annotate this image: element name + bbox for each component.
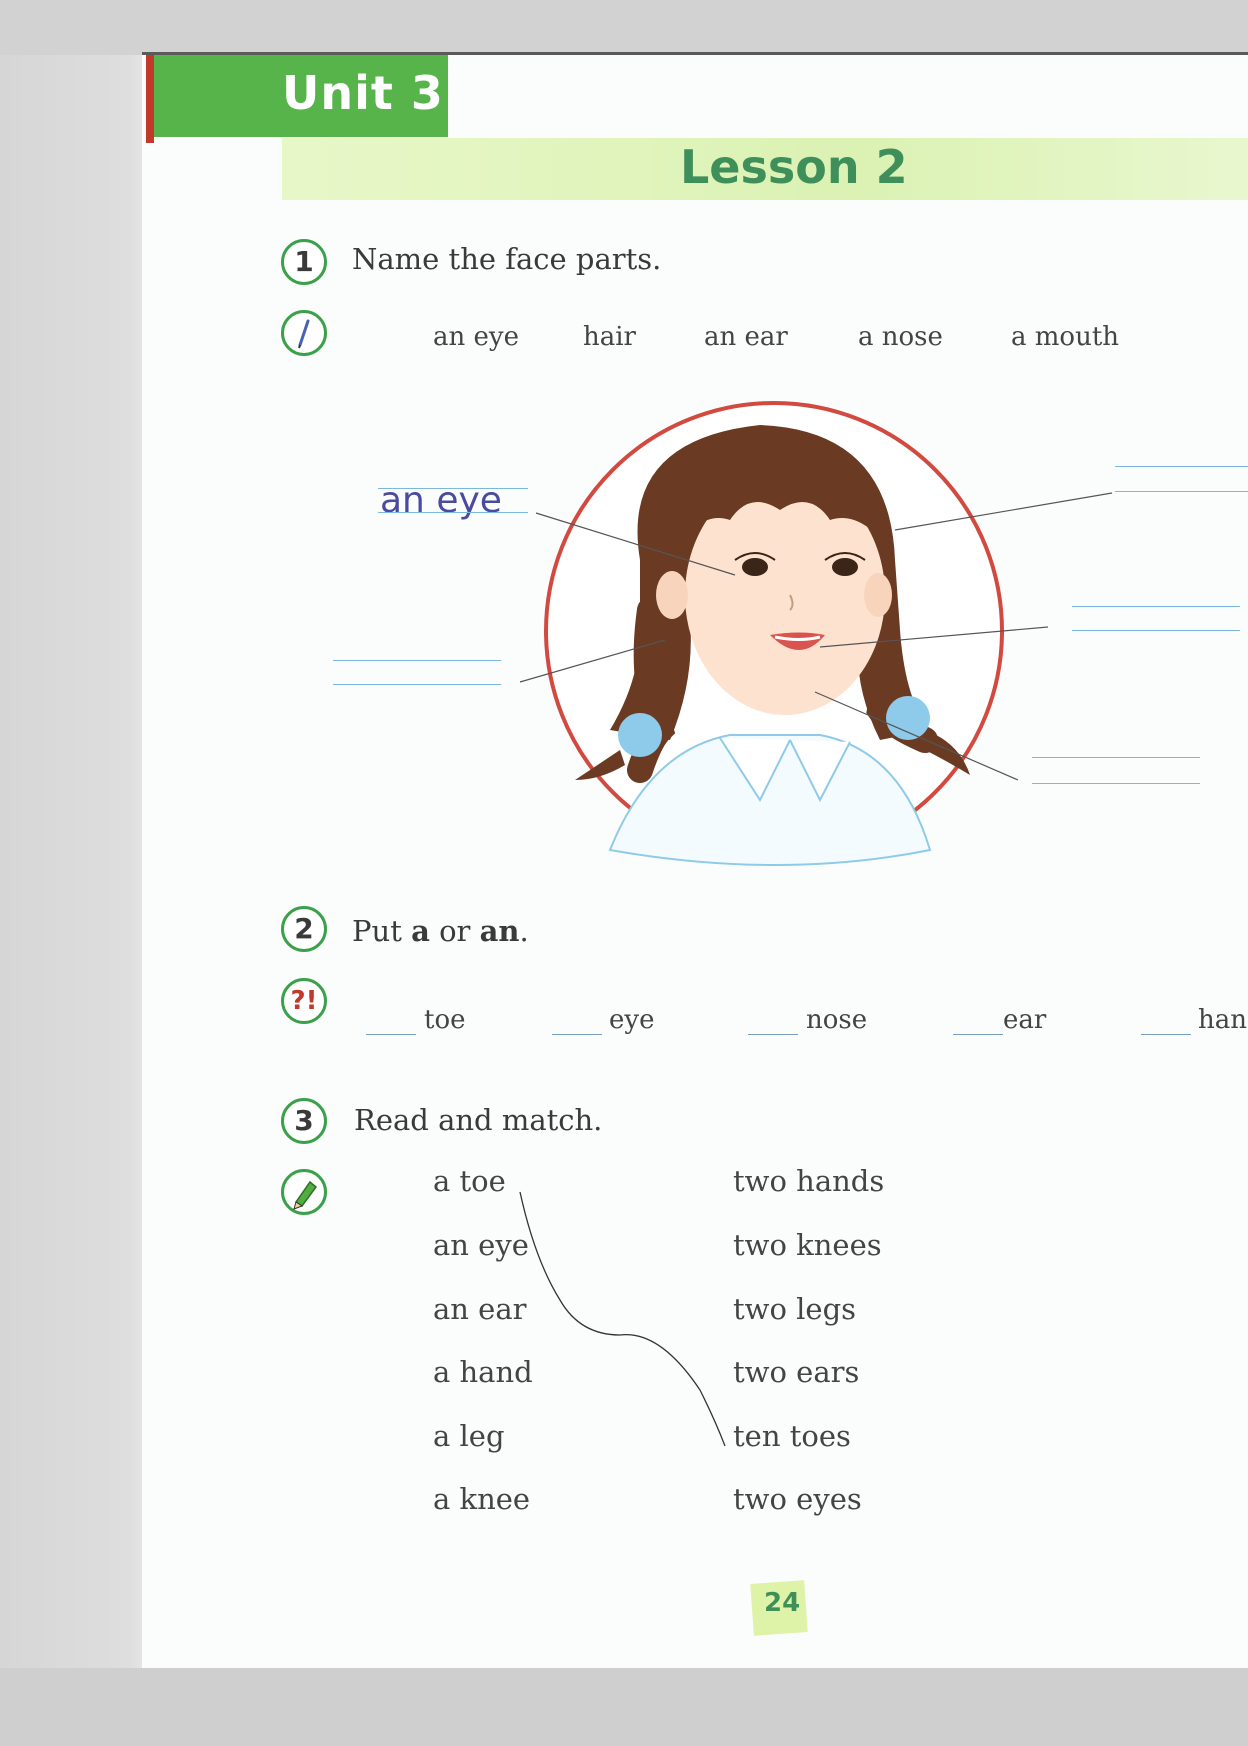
match-left-item[interactable]: a leg	[433, 1419, 505, 1453]
word-bank-item: a nose	[858, 322, 943, 352]
match-right-item[interactable]: ten toes	[733, 1419, 851, 1453]
answer-line[interactable]	[1032, 757, 1200, 758]
answer-line[interactable]	[1072, 630, 1240, 631]
blank-line[interactable]	[366, 1034, 416, 1035]
answer-line[interactable]	[1032, 783, 1200, 784]
question-exclamation-icon: ?!	[281, 978, 327, 1024]
match-right-item[interactable]: two hands	[733, 1164, 885, 1198]
word-bank-item: a mouth	[1011, 322, 1120, 352]
fill-item: ear	[1003, 1005, 1047, 1035]
match-left-item[interactable]: an eye	[433, 1228, 529, 1262]
match-right-item[interactable]: two ears	[733, 1355, 860, 1389]
word-bank-item: an eye	[433, 322, 519, 352]
match-left-item[interactable]: a knee	[433, 1482, 531, 1516]
exercise-3-number: 3	[281, 1098, 327, 1144]
match-left-item[interactable]: an ear	[433, 1292, 527, 1326]
match-right-item[interactable]: two knees	[733, 1228, 882, 1262]
answer-line[interactable]	[378, 488, 528, 489]
answer-line[interactable]	[1115, 491, 1248, 492]
scan-top-shadow	[0, 0, 1248, 55]
fill-item: han	[1198, 1005, 1247, 1035]
answer-line[interactable]	[333, 684, 501, 685]
exercise-1-number: 1	[281, 239, 327, 285]
match-left-item[interactable]: a toe	[433, 1164, 506, 1198]
blank-line[interactable]	[1141, 1034, 1191, 1035]
exercise-1-instruction: Name the face parts.	[352, 242, 662, 276]
answer-line[interactable]	[378, 512, 528, 513]
exercise-3-instruction: Read and match.	[354, 1103, 603, 1137]
fill-item: toe	[424, 1005, 466, 1035]
word-bank-item: an ear	[704, 322, 788, 352]
match-right-item[interactable]: two eyes	[733, 1482, 862, 1516]
blank-line[interactable]	[953, 1034, 1003, 1035]
page-number: 24	[764, 1588, 801, 1618]
lesson-title: Lesson 2	[680, 140, 908, 194]
match-left-item[interactable]: a hand	[433, 1355, 533, 1389]
handwritten-answer: an eye	[380, 480, 502, 521]
scan-bottom-shadow	[0, 1668, 1248, 1746]
answer-line[interactable]	[1072, 606, 1240, 607]
exercise-2-number: 2	[281, 906, 327, 952]
unit-title: Unit 3	[282, 66, 444, 120]
fill-item: eye	[609, 1005, 655, 1035]
unit-banner-edge	[146, 55, 154, 143]
fill-item: nose	[806, 1005, 868, 1035]
exercise-2-instruction: Put a or an.	[352, 914, 529, 948]
match-right-item[interactable]: two legs	[733, 1292, 857, 1326]
answer-line[interactable]	[1115, 466, 1248, 467]
blank-line[interactable]	[748, 1034, 798, 1035]
word-bank-item: hair	[583, 322, 636, 352]
answer-line[interactable]	[333, 660, 501, 661]
girl-face-illustration	[0, 380, 1248, 1280]
blank-line[interactable]	[552, 1034, 602, 1035]
pencil-icon	[281, 1169, 327, 1215]
pen-icon	[281, 310, 327, 356]
